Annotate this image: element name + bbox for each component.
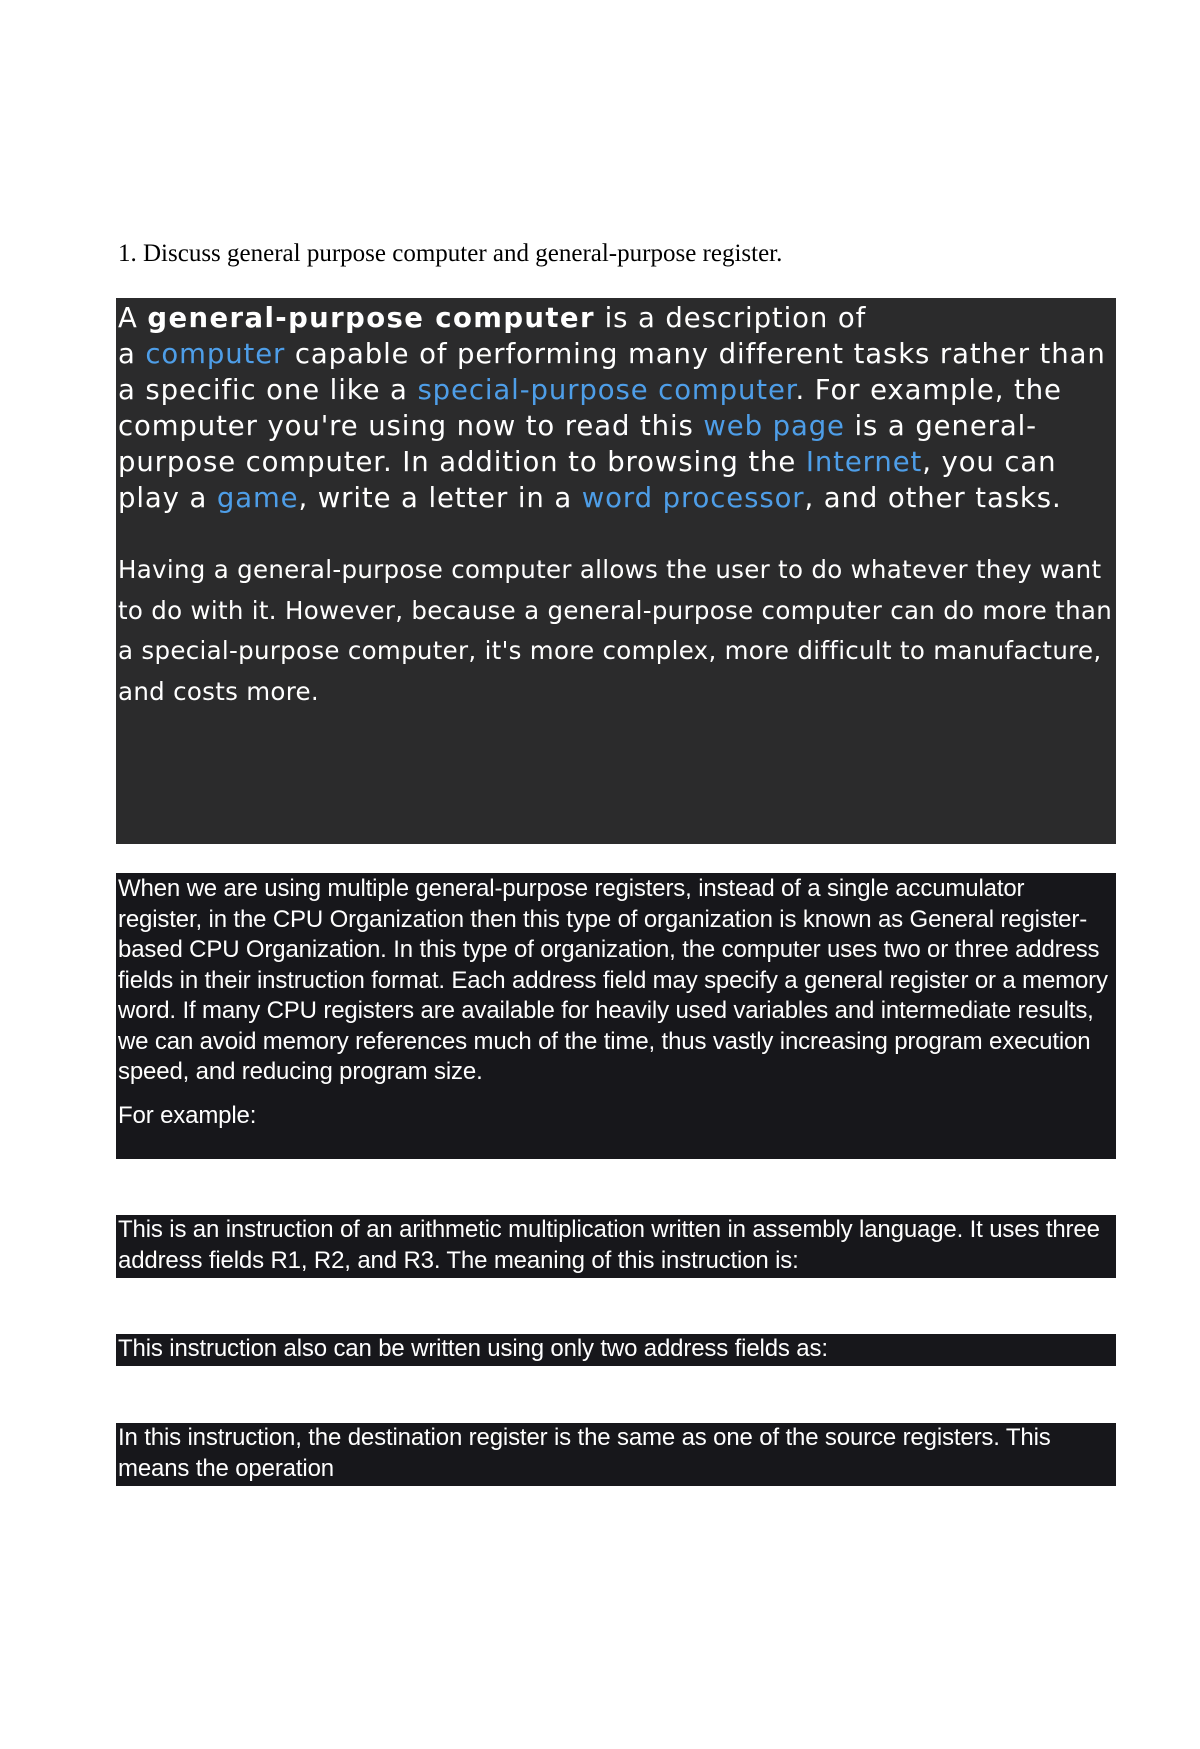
- link-word-processor[interactable]: word processor: [581, 482, 805, 514]
- text-segment: , you can play a: [118, 446, 1057, 514]
- text-segment: a: [118, 338, 146, 370]
- text-segment: , write a letter in a: [298, 482, 582, 514]
- link-web-page[interactable]: web page: [703, 410, 845, 442]
- for-example-label: For example:: [118, 1101, 257, 1129]
- text-segment: capable of performing many different tasks rather than a specific one like a: [118, 338, 1106, 406]
- advantages-paragraph: Having a general-purpose computer allows the user to do whatever they want to do with it. However, because a general-purpose computer can do more than a special-purpose computer, it's more complex, more difficult to manufacture, and costs more.: [118, 555, 1113, 706]
- register-paragraph: When we are using multiple general-purpose registers, instead of a single accumulator register, in the CPU Organization then this type of organization is known as General register-based CPU Organization. In this type of organization, the computer uses two or three address fields in their instruction format. Each address field may specify a general register or a memory word. If many CPU registers are available for heavily used variables and intermediate results, we can avoid memory references much of the time, thus vastly increasing program execution speed, and reducing program size.: [118, 875, 1108, 1085]
- two-address-block: [116, 1334, 1116, 1366]
- text-segment: is a general-purpose computer. In addition to browsing the: [118, 410, 1037, 478]
- destination-register-block: [116, 1423, 1116, 1486]
- text-segment: is a description of: [594, 302, 867, 334]
- question-text: Discuss general purpose computer and general-purpose register.: [143, 240, 783, 267]
- instruction-explanation-text: This is an instruction of an arithmetic multiplication written in assembly language. It uses three address fields R1, R2, and R3. The meaning of this instruction is:: [118, 1216, 1100, 1274]
- text-segment: . For example, the computer you're using now to read this: [118, 374, 1062, 442]
- two-address-text: This instruction also can be written using only two address fields as:: [118, 1335, 828, 1362]
- instruction-explanation-block: [116, 1215, 1116, 1278]
- general-register-block: [116, 873, 1116, 1159]
- link-special-purpose-computer[interactable]: special-purpose computer: [417, 374, 796, 406]
- link-game[interactable]: game: [216, 482, 299, 514]
- link-internet[interactable]: Internet: [805, 446, 923, 478]
- general-purpose-computer-block: [116, 298, 1116, 844]
- text-segment: A: [118, 302, 148, 334]
- link-computer[interactable]: computer: [145, 338, 286, 370]
- destination-register-text: In this instruction, the destination register is the same as one of the source registers. This means the operation: [118, 1424, 1051, 1482]
- text-segment: , and other tasks.: [804, 482, 1062, 514]
- question-number: 1.: [118, 240, 137, 267]
- question-heading: [118, 240, 782, 268]
- bold-term: general-purpose computer: [147, 302, 595, 334]
- definition-paragraph: [118, 298, 1114, 516]
